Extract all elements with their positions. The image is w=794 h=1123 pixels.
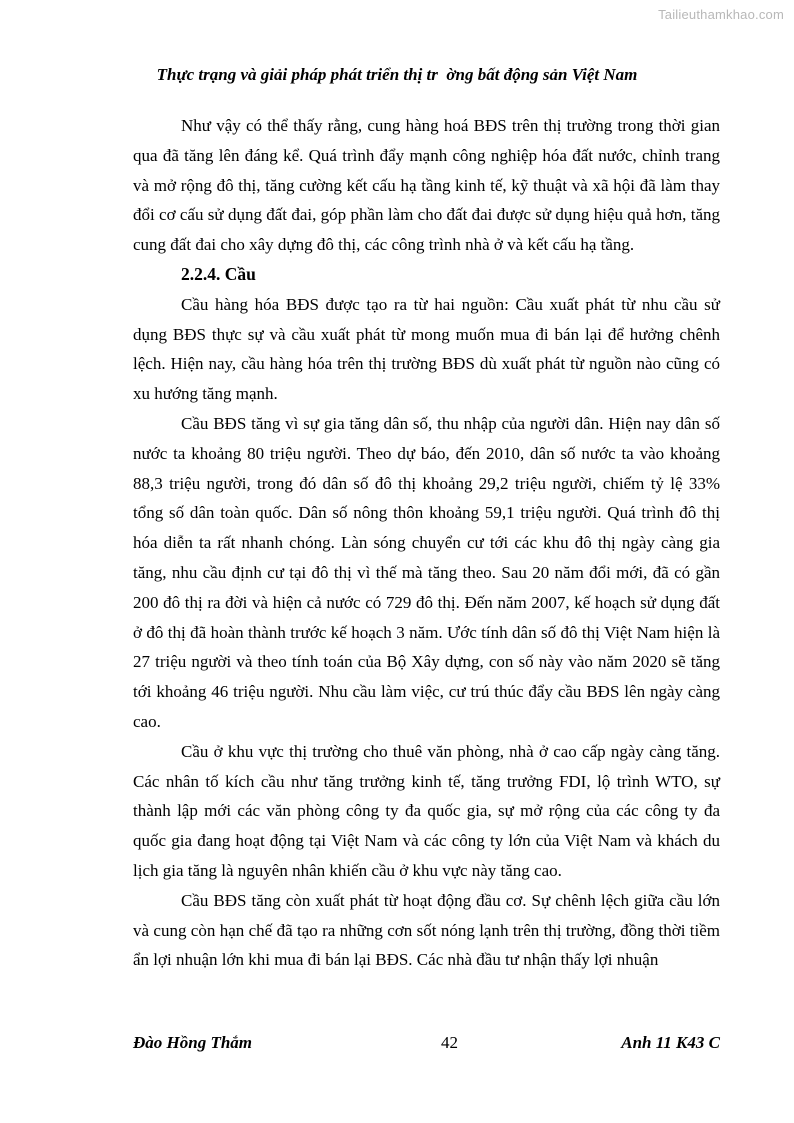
footer-author: Đào Hồng Thắm [133,1033,253,1052]
section-heading-demand: 2.2.4. Cầu [181,263,256,284]
document-body [133,111,720,975]
footer-class-code: Anh 11 K43 C [621,1033,720,1052]
paragraph-demand-sources: Cầu hàng hóa BĐS được tạo ra từ hai nguồn: Cầu xuất phát từ nhu cầu sử dụng BĐS thực sự và cầu xuất phát từ mong muốn mua đi bán lại để hưởng chênh lệch. Hiện nay, cầu hàng hóa trên thị trường BĐS dù xuất phát từ nguồn nào cũng có xu hướng tăng mạnh. [133,294,720,404]
page-number: 42 [441,1033,458,1052]
paragraph-speculation: Cầu BĐS tăng còn xuất phát từ hoạt động đầu cơ. Sự chênh lệch giữa cầu lớn và cung còn hạn chế đã tạo ra những cơn sốt nóng lạnh trên thị trường, đồng thời tiềm ẩn lợi nhuận lớn khi mua đi bán lại BĐS. Các nhà đầu tư nhận thấy lợi nhuận [133,890,720,970]
watermark-text: Tailieuthamkhao.com [658,7,784,22]
paragraph-supply-summary: Như vậy có thể thấy rằng, cung hàng hoá BĐS trên thị trường trong thời gian qua đã tăng lên đáng kể. Quá trình đẩy mạnh công nghiệp hóa đất nước, chỉnh trang và mở rộng đô thị, tăng cường kết cấu hạ tầng kinh tế, kỹ thuật và xã hội đã làm thay đổi cơ cấu sử dụng đất đai, góp phần làm cho đất đai được sử dụng hiệu quả hơn, tăng cung đất đai cho xây dựng đô thị, các công trình nhà ở và kết cấu hạ tầng. [133,116,720,255]
running-header-title: Thực trạng và giải pháp phát triển thị tr ờng bất động sản Việt Nam [156,65,638,84]
page-footer [133,1033,720,1059]
paragraph-office-rental-demand: Cầu ở khu vực thị trường cho thuê văn phòng, nhà ở cao cấp ngày càng tăng. Các nhân tố kích cầu như tăng trưởng kinh tế, tăng trưởng FDI, lộ trình WTO, sự thành lập mới các văn phòng công ty đa quốc gia, sự mở rộng của các công ty đa quốc gia đang hoạt động tại Việt Nam và các công ty lớn của Việt Nam và khách du lịch gia tăng là nguyên nhân khiến cầu ở khu vực này tăng cao. [133,741,720,880]
paragraph-population-growth: Cầu BĐS tăng vì sự gia tăng dân số, thu nhập của người dân. Hiện nay dân số nước ta khoảng 80 triệu người. Theo dự báo, đến 2010, dân số nước ta vào khoảng 88,3 triệu người, trong đó dân số đô thị khoảng 29,2 triệu người, chiếm tỷ lệ 33% tổng số dân toàn quốc. Dân số nông thôn khoảng 59,1 triệu người. Quá trình đô thị hóa diễn ta rất nhanh chóng. Làn sóng chuyển cư tới các khu đô thị ngày càng gia tăng, nhu cầu định cư tại đô thị vì thế mà tăng theo. Sau 20 năm đổi mới, đã có gần 200 đô thị ra đời và hiện cả nước có 729 đô thị. Đến năm 2007, kế hoạch sử dụng đất ở đô thị đã hoàn thành trước kế hoạch 3 năm. Ước tính dân số đô thị Việt Nam hiện là 27 triệu người và theo tính toán của Bộ Xây dựng, con số này vào năm 2020 sẽ tăng tới khoảng 46 triệu người. Nhu cầu làm việc, cư trú thúc đẩy cầu BĐS lên ngày càng cao. [133,413,720,731]
